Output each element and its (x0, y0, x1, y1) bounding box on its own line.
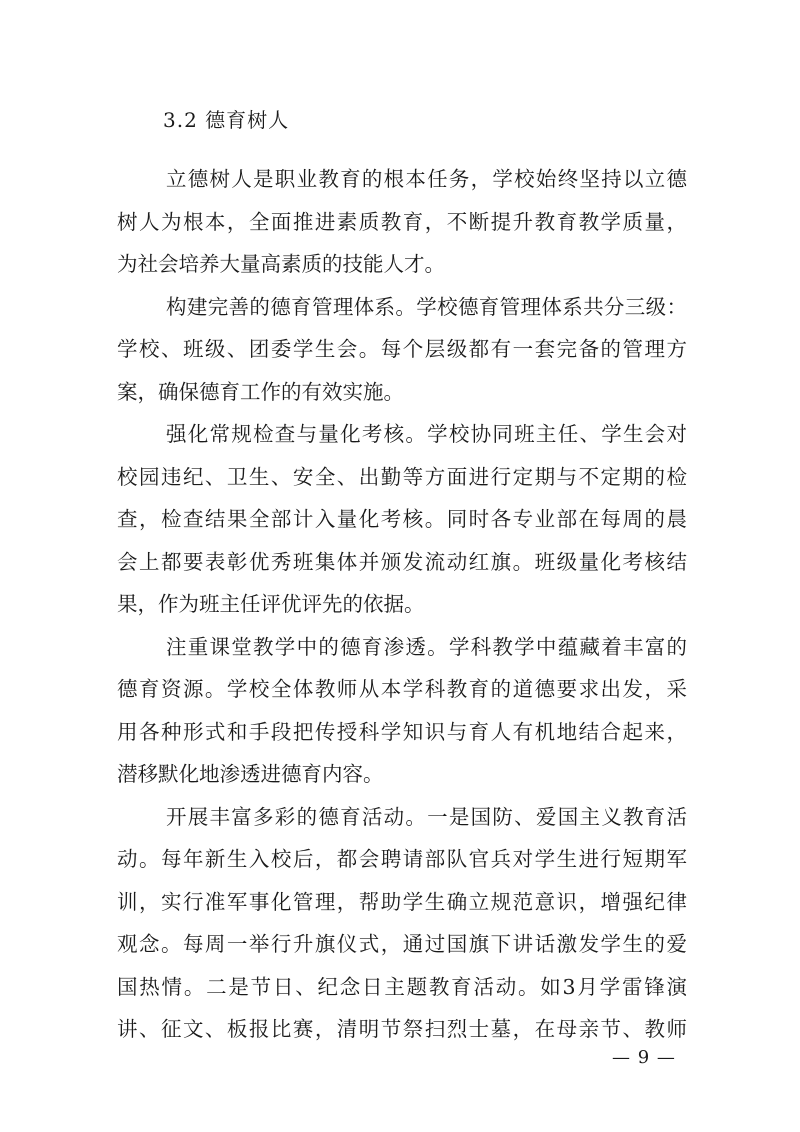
text-line: 注重课堂教学中的德育渗透。学科教学中蕴藏着丰富的 (166, 634, 687, 659)
text-line: 树人为根本，全面推进素质教育，不断提升教育教学质量， (117, 209, 687, 234)
text-line: 潜移默化地渗透进德育内容。 (117, 762, 384, 786)
text-line: 国热情。二是节日、纪念日主题教育活动。如3月学雷锋演 (117, 974, 687, 999)
page-number: — 9 — (612, 1047, 676, 1068)
section-heading: 3.2 德育树人 (163, 108, 290, 132)
text-line: 会上都要表彰优秀班集体并颁发流动红旗。班级量化考核结 (117, 549, 687, 574)
text-line: 查，检查结果全部计入量化考核。同时各专业部在每周的晨 (117, 507, 687, 531)
text-line: 案，确保德育工作的有效实施。 (117, 379, 404, 404)
text-line: 果，作为班主任评优评先的依据。 (117, 592, 425, 616)
text-line: 校园违纪、卫生、安全、出勤等方面进行定期与不定期的检 (117, 464, 687, 489)
text-line: 立德树人是职业教育的根本任务，学校始终坚持以立德 (166, 167, 687, 191)
text-line: 讲、征文、板报比赛，清明节祭扫烈士墓，在母亲节、教师 (117, 1017, 687, 1041)
text-line: 用各种形式和手段把传授科学知识与育人有机地结合起来， (117, 719, 687, 744)
text-line: 构建完善的德育管理体系。学校德育管理体系共分三级： (166, 294, 687, 319)
text-line: 动。每年新生入校后，都会聘请部队官兵对学生进行短期军 (117, 847, 687, 871)
body-text (117, 158, 687, 1051)
text-line: 开展丰富多彩的德育活动。一是国防、爱国主义教育活 (166, 804, 687, 829)
text-line: 学校、班级、团委学生会。每个层级都有一套完备的管理方 (117, 337, 687, 361)
text-line: 强化常规检查与量化考核。学校协同班主任、学生会对 (166, 422, 687, 446)
text-line: 德育资源。学校全体教师从本学科教育的道德要求出发，采 (117, 677, 687, 701)
text-line: 观念。每周一举行升旗仪式，通过国旗下讲话激发学生的爱 (117, 932, 687, 956)
text-line: 训，实行准军事化管理，帮助学生确立规范意识，增强纪律 (117, 889, 687, 914)
text-line: 为社会培养大量高素质的技能人才。 (117, 252, 445, 276)
